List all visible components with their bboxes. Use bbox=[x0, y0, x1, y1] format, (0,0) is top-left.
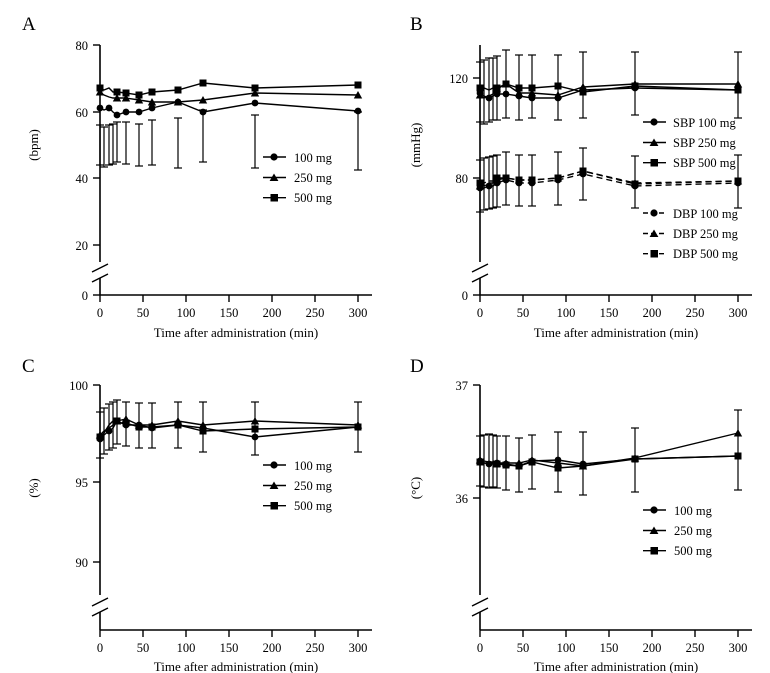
panel-d-xtick-50: 50 bbox=[516, 641, 530, 655]
panel-a-letter: A bbox=[22, 14, 36, 35]
panel-d-ytick-36: 36 bbox=[455, 492, 468, 506]
panel-d-xtick-100: 100 bbox=[556, 641, 576, 655]
panel-b bbox=[390, 0, 770, 340]
panel-c-xtick-150: 150 bbox=[219, 641, 239, 655]
panel-b-xtick-200: 200 bbox=[642, 306, 662, 320]
panel-b-plot bbox=[390, 0, 770, 340]
panel-a-xtick-0: 0 bbox=[96, 306, 104, 320]
panel-b-xtick-250: 250 bbox=[685, 306, 705, 320]
panel-b-legend-sbp bbox=[643, 116, 737, 170]
panel-a-legend bbox=[263, 151, 333, 205]
panel-d-xtick-150: 150 bbox=[599, 641, 619, 655]
panel-d-legend-label-2: 500 mg bbox=[674, 544, 712, 558]
panel-c-xtick-50: 50 bbox=[136, 641, 150, 655]
panel-c-ylabel: (%) bbox=[26, 478, 41, 498]
panel-b-ytick-0: 0 bbox=[461, 289, 468, 303]
panel-a-xtick-150: 150 bbox=[219, 306, 239, 320]
panel-b-ytick-120: 120 bbox=[449, 72, 468, 86]
panel-b-xtick-50: 50 bbox=[516, 306, 530, 320]
panel-a-legend-label-1: 250 mg bbox=[294, 171, 332, 185]
panel-a-xtick-100: 100 bbox=[176, 306, 196, 320]
panel-b-letter: B bbox=[410, 14, 423, 35]
panel-a-xtick-50: 50 bbox=[136, 306, 150, 320]
panel-c-xtick-250: 250 bbox=[305, 641, 325, 655]
panel-b-xtick-100: 100 bbox=[556, 306, 576, 320]
panel-d-plot bbox=[390, 340, 770, 673]
panel-b-ytick-80: 80 bbox=[455, 172, 468, 186]
panel-a-xtick-200: 200 bbox=[262, 306, 282, 320]
panel-c-ytick-100: 100 bbox=[69, 379, 88, 393]
panel-d-xtick-300: 300 bbox=[728, 641, 748, 655]
panel-a-plot bbox=[0, 0, 390, 340]
panel-b-legend-dbp-0: DBP 100 mg bbox=[673, 207, 738, 221]
panel-a-ylabel: (bpm) bbox=[26, 129, 41, 161]
panel-c-legend-label-1: 250 mg bbox=[294, 479, 332, 493]
panel-d-ytick-37: 37 bbox=[455, 379, 468, 393]
panel-c-legend-label-0: 100 mg bbox=[294, 459, 332, 473]
panel-a-ytick-80: 80 bbox=[75, 39, 88, 53]
panel-b-legend-sbp-1: SBP 250 mg bbox=[673, 136, 736, 150]
panel-c-xtick-100: 100 bbox=[176, 641, 196, 655]
panel-d-legend-label-0: 100 mg bbox=[674, 504, 712, 518]
panel-c-legend-label-2: 500 mg bbox=[294, 499, 332, 513]
panel-a-xtick-250: 250 bbox=[305, 306, 325, 320]
panel-d-xtick-0: 0 bbox=[476, 641, 484, 655]
panel-b-ylabel: (mmHg) bbox=[408, 122, 423, 168]
panel-a-ytick-60: 60 bbox=[75, 106, 88, 120]
panel-b-legend-sbp-2: SBP 500 mg bbox=[673, 156, 736, 170]
panel-a-markers-square bbox=[97, 80, 362, 99]
panel-c-xtick-300: 300 bbox=[348, 641, 368, 655]
panel-a-ytick-40: 40 bbox=[75, 172, 88, 186]
panel-b-xlabel: Time after administration (min) bbox=[533, 325, 699, 340]
panel-c-xlabel: Time after administration (min) bbox=[153, 659, 319, 673]
panel-c-markers-square bbox=[97, 418, 362, 441]
panel-c-letter: C bbox=[22, 356, 35, 377]
panel-b-xtick-150: 150 bbox=[599, 306, 619, 320]
panel-a-ytick-20: 20 bbox=[75, 239, 88, 253]
panel-b-legend-dbp-2: DBP 500 mg bbox=[673, 247, 738, 261]
panel-b-xtick-0: 0 bbox=[476, 306, 484, 320]
panel-a-xtick-300: 300 bbox=[348, 306, 368, 320]
panel-d-letter: D bbox=[410, 356, 424, 377]
panel-c bbox=[0, 340, 390, 673]
panel-b-legend-sbp-0: SBP 100 mg bbox=[673, 116, 736, 130]
panel-b-legend-dbp-1: DBP 250 mg bbox=[673, 227, 738, 241]
panel-d-errorbars bbox=[476, 410, 742, 495]
panel-d-legend-label-1: 250 mg bbox=[674, 524, 712, 538]
panel-c-ytick-95: 95 bbox=[75, 476, 88, 490]
panel-c-xtick-0: 0 bbox=[96, 641, 104, 655]
panel-c-ytick-90: 90 bbox=[75, 556, 88, 570]
panel-a-legend-label-2: 500 mg bbox=[294, 191, 332, 205]
panel-c-xtick-200: 200 bbox=[262, 641, 282, 655]
panel-c-plot bbox=[0, 340, 390, 673]
panel-a-xlabel: Time after administration (min) bbox=[153, 325, 319, 340]
panel-c-legend bbox=[263, 459, 333, 513]
panel-b-xtick-300: 300 bbox=[728, 306, 748, 320]
panel-d-ylabel: (°C) bbox=[408, 476, 423, 500]
panel-a-ytick-0: 0 bbox=[81, 289, 88, 303]
panel-d-legend bbox=[643, 504, 713, 558]
panel-a-legend-label-0: 100 mg bbox=[294, 151, 332, 165]
panel-d bbox=[390, 340, 770, 673]
panel-a bbox=[0, 0, 390, 340]
panel-d-xtick-200: 200 bbox=[642, 641, 662, 655]
panel-d-xlabel: Time after administration (min) bbox=[533, 659, 699, 673]
panel-d-xtick-250: 250 bbox=[685, 641, 705, 655]
panel-b-legend-dbp bbox=[643, 207, 739, 261]
